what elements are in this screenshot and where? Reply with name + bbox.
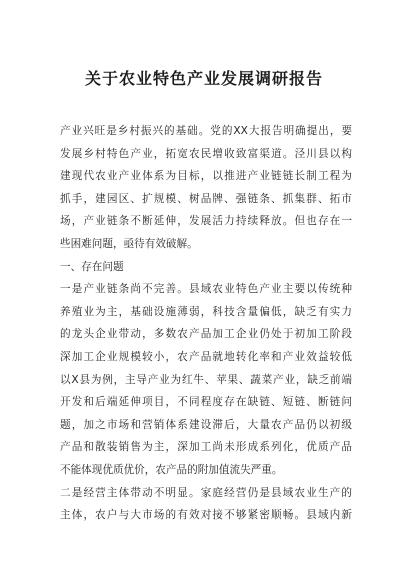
text-line: 一是产业链条尚不完善。县域农业特色产业主要以传统种 — [60, 283, 352, 296]
text-line: 以X县为例，主导产业为红牛、苹果、蔬菜产业，缺乏前端 — [60, 373, 352, 386]
text-line: 的龙头企业带动，多数农产品加工企业仍处于初加工阶段 — [60, 328, 352, 341]
document-body — [60, 120, 352, 527]
document-title: 关于农业特色产业发展调研报告 — [84, 69, 323, 88]
text-line: 开发和后端延伸项目，不同程度存在缺链、短链、断链问 — [60, 396, 352, 409]
text-line: 二是经营主体带动不明显。家庭经营仍是县域农业生产的 — [60, 486, 352, 499]
section-heading: 一、存在问题 — [60, 260, 124, 273]
text-line: 产业兴旺是乡村振兴的基础。党的XX大报告明确提出，要 — [60, 125, 352, 137]
text-line: 深加工企业规模较小，农产品就地转化率和产业效益较低 — [60, 350, 352, 363]
text-line: 些困难问题，亟待有效破解。 — [60, 237, 198, 250]
text-line: 题，加之市场和营销体系建设滞后，大量农产品仍以初级 — [60, 418, 352, 431]
text-line: 产品和散装销售为主，深加工尚未形成系列化，优质产品 — [60, 441, 352, 454]
text-line: 养殖业为主，基础设施薄弱，科技含量偏低，缺乏有实力 — [60, 305, 352, 318]
text-line: 抓手，建园区、扩规模、树品牌、强链条、抓集群、拓市 — [60, 192, 352, 205]
text-line: 建现代农业产业体系为目标，以推进产业链链长制工程为 — [60, 170, 352, 183]
text-line: 场，产业链条不断延伸，发展活力持续释放。但也存在一 — [60, 215, 352, 228]
text-line: 不能体现优质优价，农产品的附加值流失严重。 — [60, 463, 283, 476]
text-line: 发展乡村特色产业，拓宽农民增收致富渠道。泾川县以构 — [60, 147, 352, 160]
text-line: 主体，农户与大市场的有效对接不够紧密顺畅。县域内新 — [60, 509, 352, 522]
